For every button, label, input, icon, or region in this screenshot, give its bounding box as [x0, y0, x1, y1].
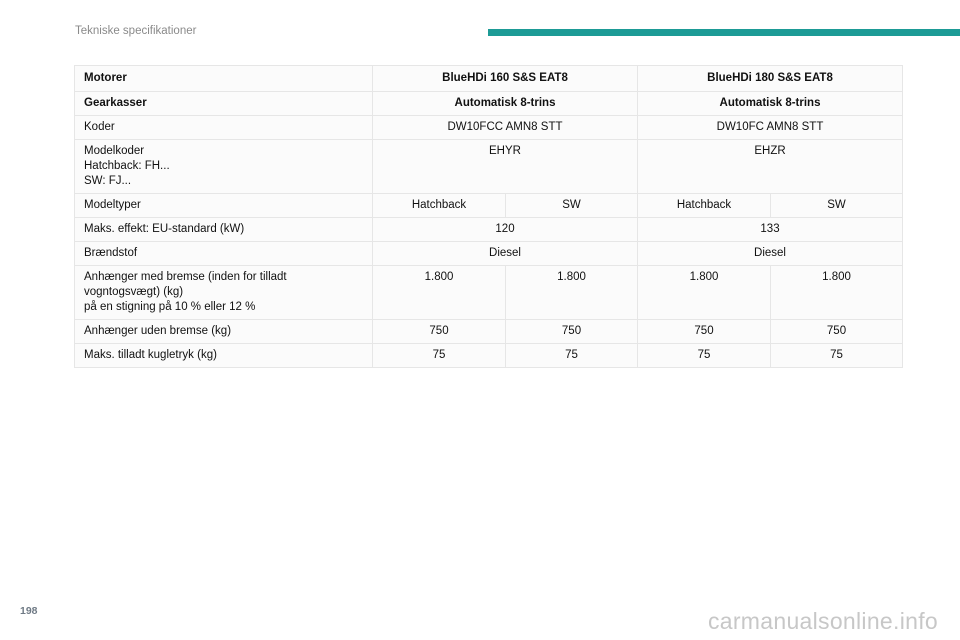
- header-accent-bar: [488, 29, 960, 36]
- table-cell: SW: [506, 194, 638, 218]
- table-cell: Automatisk 8-trins: [638, 92, 903, 116]
- table-row: [75, 344, 903, 368]
- table-cell: 750: [638, 320, 771, 344]
- table-row: [75, 242, 903, 266]
- table-cell: Hatchback: [373, 194, 506, 218]
- row-label-line: vogntogsvægt) (kg): [84, 286, 184, 298]
- row-label-line: SW: FJ...: [84, 175, 132, 187]
- table-row: [75, 266, 903, 320]
- engine-specifications-table: [74, 65, 903, 368]
- page-number: 198: [20, 605, 38, 617]
- table-cell: DW10FCC AMN8 STT: [373, 116, 638, 140]
- table-cell: DW10FC AMN8 STT: [638, 116, 903, 140]
- table-row: [75, 218, 903, 242]
- table-cell: 1.800: [506, 266, 638, 320]
- table-cell: Diesel: [638, 242, 903, 266]
- row-label-line: Anhænger med bremse (inden for tilladt: [84, 271, 287, 283]
- table-cell: 120: [373, 218, 638, 242]
- table-cell: 133: [638, 218, 903, 242]
- row-label: Maks. tilladt kugletryk (kg): [75, 344, 373, 368]
- row-label: Gearkasser: [75, 92, 373, 116]
- table-cell: 75: [373, 344, 506, 368]
- row-label: Koder: [75, 116, 373, 140]
- row-label-line: Hatchback: FH...: [84, 160, 170, 172]
- table-cell: EHYR: [373, 140, 638, 194]
- row-label: Motorer: [75, 66, 373, 92]
- watermark: carmanualsonline.info: [707, 608, 938, 634]
- table-cell: SW: [771, 194, 903, 218]
- table-cell: 75: [771, 344, 903, 368]
- row-label: [75, 266, 373, 320]
- row-label: Anhænger uden bremse (kg): [75, 320, 373, 344]
- table-row: [75, 140, 903, 194]
- table-cell: 1.800: [771, 266, 903, 320]
- table-cell: Diesel: [373, 242, 638, 266]
- table-cell: 75: [638, 344, 771, 368]
- table-cell: 75: [506, 344, 638, 368]
- table-cell: 750: [506, 320, 638, 344]
- table-row: [75, 320, 903, 344]
- row-label: Maks. effekt: EU-standard (kW): [75, 218, 373, 242]
- table-cell: EHZR: [638, 140, 903, 194]
- row-label-line: på en stigning på 10 % eller 12 %: [84, 301, 256, 313]
- engine-2-heading: BlueHDi 180 S&S EAT8: [638, 66, 903, 92]
- row-label-line: Modelkoder: [84, 145, 145, 157]
- table-cell: 1.800: [373, 266, 506, 320]
- table-cell: 750: [771, 320, 903, 344]
- table-row: [75, 92, 903, 116]
- row-label: [75, 140, 373, 194]
- table-row: [75, 66, 903, 92]
- table-cell: Automatisk 8-trins: [373, 92, 638, 116]
- row-label: Brændstof: [75, 242, 373, 266]
- engine-1-heading: BlueHDi 160 S&S EAT8: [373, 66, 638, 92]
- table-cell: 750: [373, 320, 506, 344]
- running-header: Tekniske specifikationer: [75, 25, 197, 37]
- table-cell: Hatchback: [638, 194, 771, 218]
- table-row: [75, 194, 903, 218]
- row-label: Modeltyper: [75, 194, 373, 218]
- table-cell: 1.800: [638, 266, 771, 320]
- table-row: [75, 116, 903, 140]
